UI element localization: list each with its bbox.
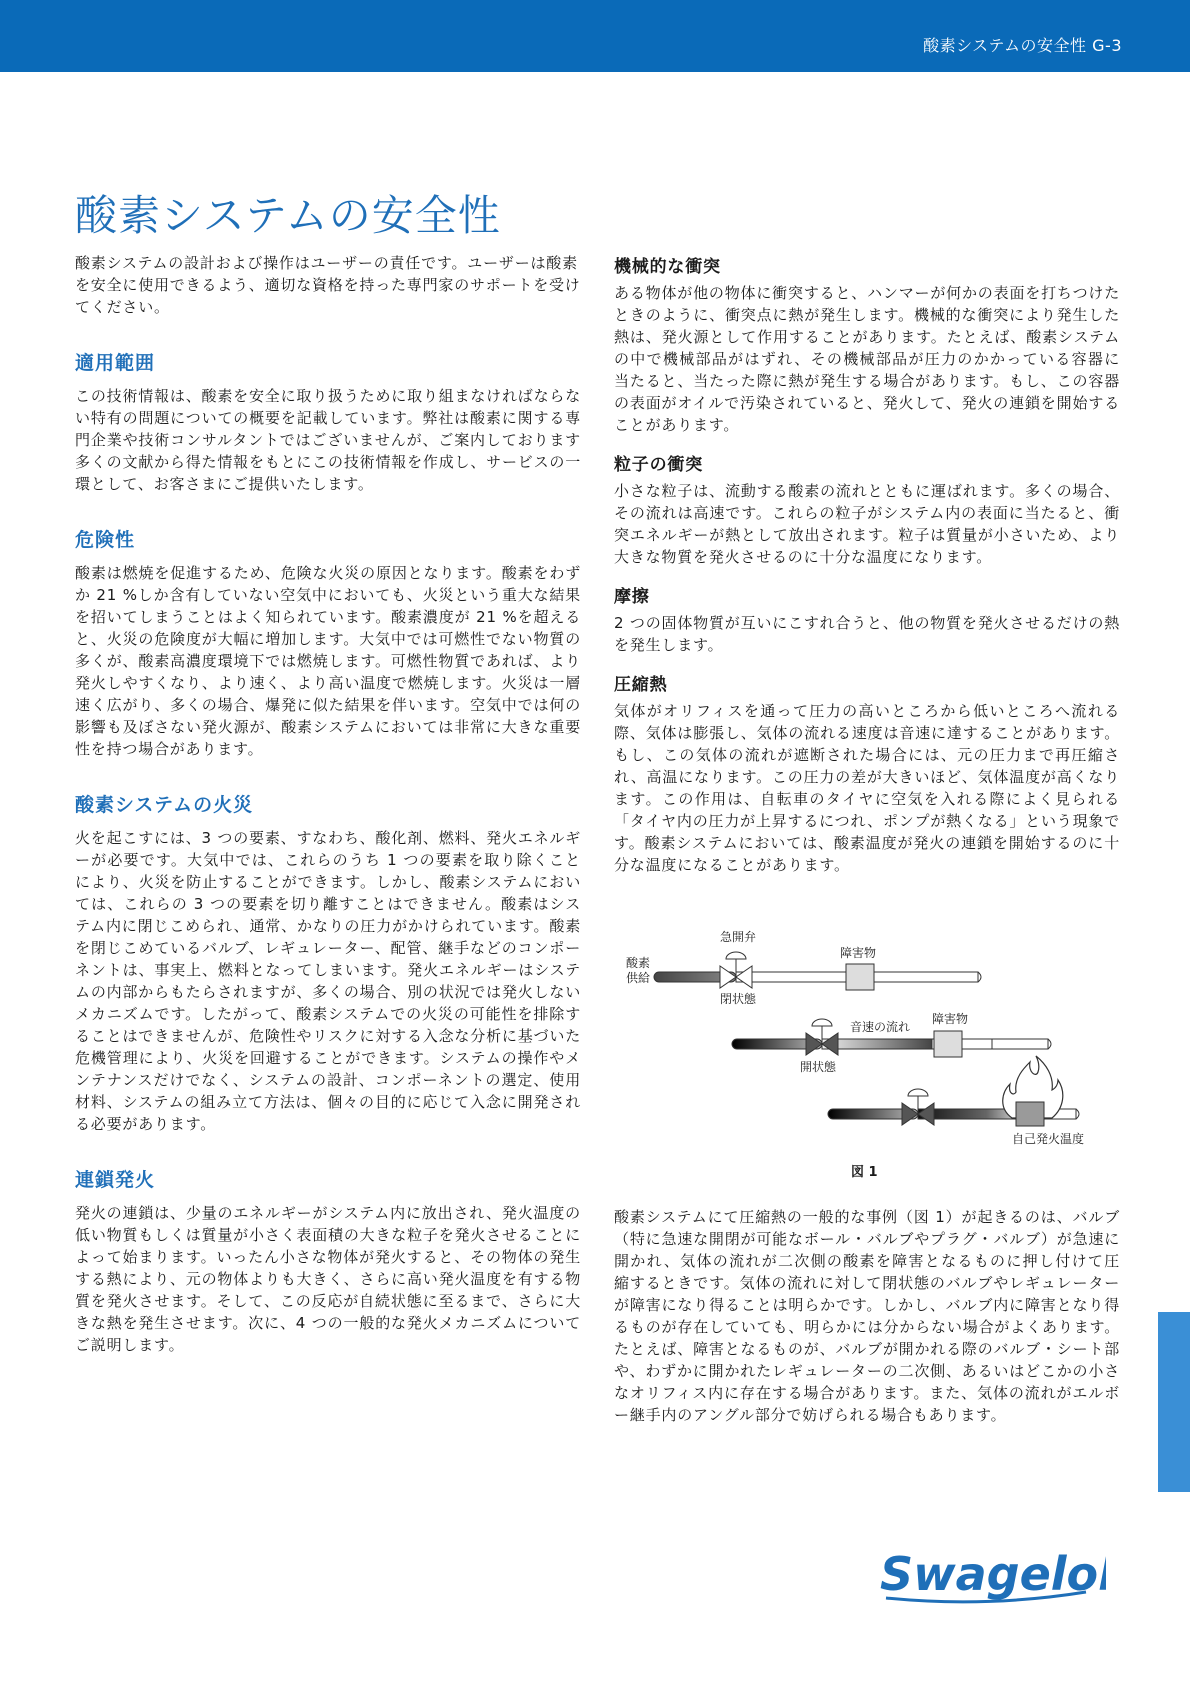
figure-1-diagram bbox=[614, 918, 1134, 1188]
subsection-body: ある物体が他の物体に衝突すると、ハンマーが何かの表面を打ちつけたときのように、衝突点に熱が発生します。機械的な衝突により発生した熱は、発火源として作用することがあります。たとえば、酸素システムの中で機械部品がはずれ、その機械部品が圧力のかかっている容器に当たると、当たった際に熱が発生する場合があります。もし、この容器の表面がオイルで汚染されていると、発火して、発火の連鎖を開始することがあります。 bbox=[614, 284, 1120, 434]
label-open: 開状態 bbox=[800, 1060, 837, 1074]
figure-caption: 図 1 bbox=[851, 1165, 878, 1180]
section-danger bbox=[75, 525, 581, 760]
logo-wordmark: Swagelok bbox=[880, 1547, 1106, 1601]
subsection-body: 小さな粒子は、流動する酸素の流れとともに運ばれます。多くの場合、その流れは高速です。これらの粒子がシステム内の表面に当たると、衝突エネルギーが熱として放出されます。粒子は質量が小さいため、より大きな物質を発火させるのに十分な温度になります。 bbox=[614, 482, 1120, 566]
intro-text: 酸素システムの設計および操作はユーザーの責任です。ユーザーは酸素を安全に使用できるよう、適切な資格を持った専門家のサポートを受けてください。 bbox=[75, 254, 581, 316]
subsection-compression-heat bbox=[614, 670, 1120, 876]
subsection-heading: 粒子の衝突 bbox=[614, 455, 703, 475]
section-scope bbox=[75, 348, 581, 495]
label-oxygen-supply: 酸素 供給 bbox=[626, 956, 651, 985]
section-oxygen-fire bbox=[75, 790, 581, 1135]
subsection-heading: 摩擦 bbox=[614, 587, 650, 607]
label-quick-valve: 急開弁 bbox=[720, 930, 757, 944]
header-running-title: 酸素システムの安全性 G-3 bbox=[923, 36, 1122, 55]
subsection-body: 2 つの固体物質が互いにこすれ合うと、他の物質を発火させるだけの熱を発生します。 bbox=[614, 614, 1120, 654]
label-sonic-flow: 音速の流れ bbox=[850, 1020, 911, 1034]
section-body: 酸素は燃焼を促進するため、危険な火災の原因となります。酸素をわずか 21 %しか含有していない空気中においても、火災という重大な結果を招いてしまうことはよく知られています。酸素濃度が 21 %を超えると、火災の危険度が大幅に増加します。大気中では可燃性でない物質の多くが、酸素高濃度環境下では燃焼します。可燃性物質であれば、より発火しやすくなり、より速く、より高い温度で燃焼します。火災は一層速く広がり、多くの場合、爆発に似た結果を伴います。空気中では何の影響も及ぼさない発火源が、酸素システムにおいては非常に大きな重要性を持つ場合があります。 bbox=[75, 564, 581, 758]
subsection-friction bbox=[614, 582, 1120, 656]
section-body: この技術情報は、酸素を安全に取り扱うために取り組まなければならない特有の問題についての概要を記載しています。弊社は酸素に関する専門企業や技術コンサルタントではございませんが、ご案内しております多くの文献から得た情報をもとにこの技術情報を作成し、サービスの一環として、お客さまにご提供いたします。 bbox=[75, 387, 581, 493]
left-column bbox=[75, 252, 581, 1356]
subsection-heading: 圧縮熱 bbox=[614, 675, 668, 695]
figure-explanation bbox=[614, 1206, 1120, 1426]
right-column bbox=[614, 252, 1120, 890]
swagelok-logo bbox=[876, 1540, 1106, 1614]
side-tab bbox=[1158, 1312, 1190, 1492]
row-self-ignition bbox=[828, 1056, 1079, 1126]
subsection-particle-impact bbox=[614, 450, 1120, 568]
section-body: 火を起こすには、3 つの要素、すなわち、酸化剤、燃料、発火エネルギーが必要です。大気中では、これらのうち 1 つの要素を取り除くことにより、火災を防止することができます。しかし、酸素システムにおいては、これらの 3 つの要素を切り離すことはできません。酸素はシステム内に閉じこめられ、通常、かなりの圧力がかけられています。酸素を閉じこめているバルブ、レギュレーター、配管、継手などのコンポーネントは、事実上、燃料となってしまいます。発火エネルギーはシステムの内部からもたらされますが、多くの場合、別の状況では発火しないメカニズムです。したがって、酸素システムでの火災の可能性を排除することはできませんが、危険性やリスクに対する入念な分析に基づいた危機管理により、火災を回避することができます。システムの操作やメンテナンスだけでなく、システムの設計、コンポーネントの選定、使用材料、システムの組み立て方法は、個々の目的に応じて入念に開発される必要があります。 bbox=[75, 829, 581, 1133]
label-closed: 閉状態 bbox=[720, 992, 757, 1006]
section-heading: 危険性 bbox=[75, 529, 136, 551]
figure-explanation-text: 酸素システムにて圧縮熱の一般的な事例（図 1）が起きるのは、バルブ（特に急速な開閉が可能なボール・バルブやプラグ・バルブ）が急速に開かれ、気体の流れが二次側の酸素を障害となるものに押し付けて圧縮するときです。気体の流れに対して閉状態のバルブやレギュレーターが障害になり得ることは明らかです。しかし、バルブ内に障害となり得るものが存在していても、明らかには分からない場合がよくあります。たとえば、障害となるものが、バルブが開かれる際のバルブ・シート部や、わずかに開かれたレギュレーターの二次側、あるいはどこかの小さなオリフィス内に存在する場合があります。また、気体の流れがエルボー継手内のアングル部分で妨げられる場合もあります。 bbox=[614, 1208, 1120, 1424]
label-obstruction-1: 障害物 bbox=[840, 946, 877, 960]
label-self-ignition: 自己発火温度 bbox=[1012, 1132, 1085, 1146]
header-bar bbox=[0, 0, 1190, 72]
section-heading: 酸素システムの火災 bbox=[75, 794, 254, 816]
section-ignition-chain bbox=[75, 1165, 581, 1356]
page-title: 酸素システムの安全性 bbox=[75, 191, 501, 240]
section-body: 発火の連鎖は、少量のエネルギーがシステム内に放出され、発火温度の低い物質もしくは質量が小さく表面積の大きな粒子を発火させることによって始まります。いったん小さな物体が発火すると、その物体の発生する熱により、元の物体よりも大きく、さらに高い発火温度を有する物質を発火させます。そして、この反応が自続状態に至るまで、さらに大きな熱を発生させます。次に、4 つの一般的な発火メカニズムについてご説明します。 bbox=[75, 1204, 581, 1354]
subsection-heading: 機械的な衝突 bbox=[614, 257, 721, 277]
section-heading: 連鎖発火 bbox=[75, 1169, 156, 1191]
row-closed-valve bbox=[654, 952, 981, 990]
section-heading: 適用範囲 bbox=[75, 352, 156, 374]
label-obstruction-2: 障害物 bbox=[932, 1012, 969, 1026]
subsection-mechanical-impact bbox=[614, 252, 1120, 436]
subsection-body: 気体がオリフィスを通って圧力の高いところから低いところへ流れる際、気体は膨張し、気体の流れる速度は音速に達することがあります。もし、この気体の流れが遮断された場合には、元の圧力まで再圧縮され、高温になります。この圧力の差が大きいほど、気体温度が高くなります。この作用は、自転車のタイヤに空気を入れる際によく見られる「タイヤ内の圧力が上昇するにつれ、ポンプが熱くなる」という現象です。酸素システムにおいては、酸素温度が発火の連鎖を開始するのに十分な温度になることがあります。 bbox=[614, 702, 1120, 874]
